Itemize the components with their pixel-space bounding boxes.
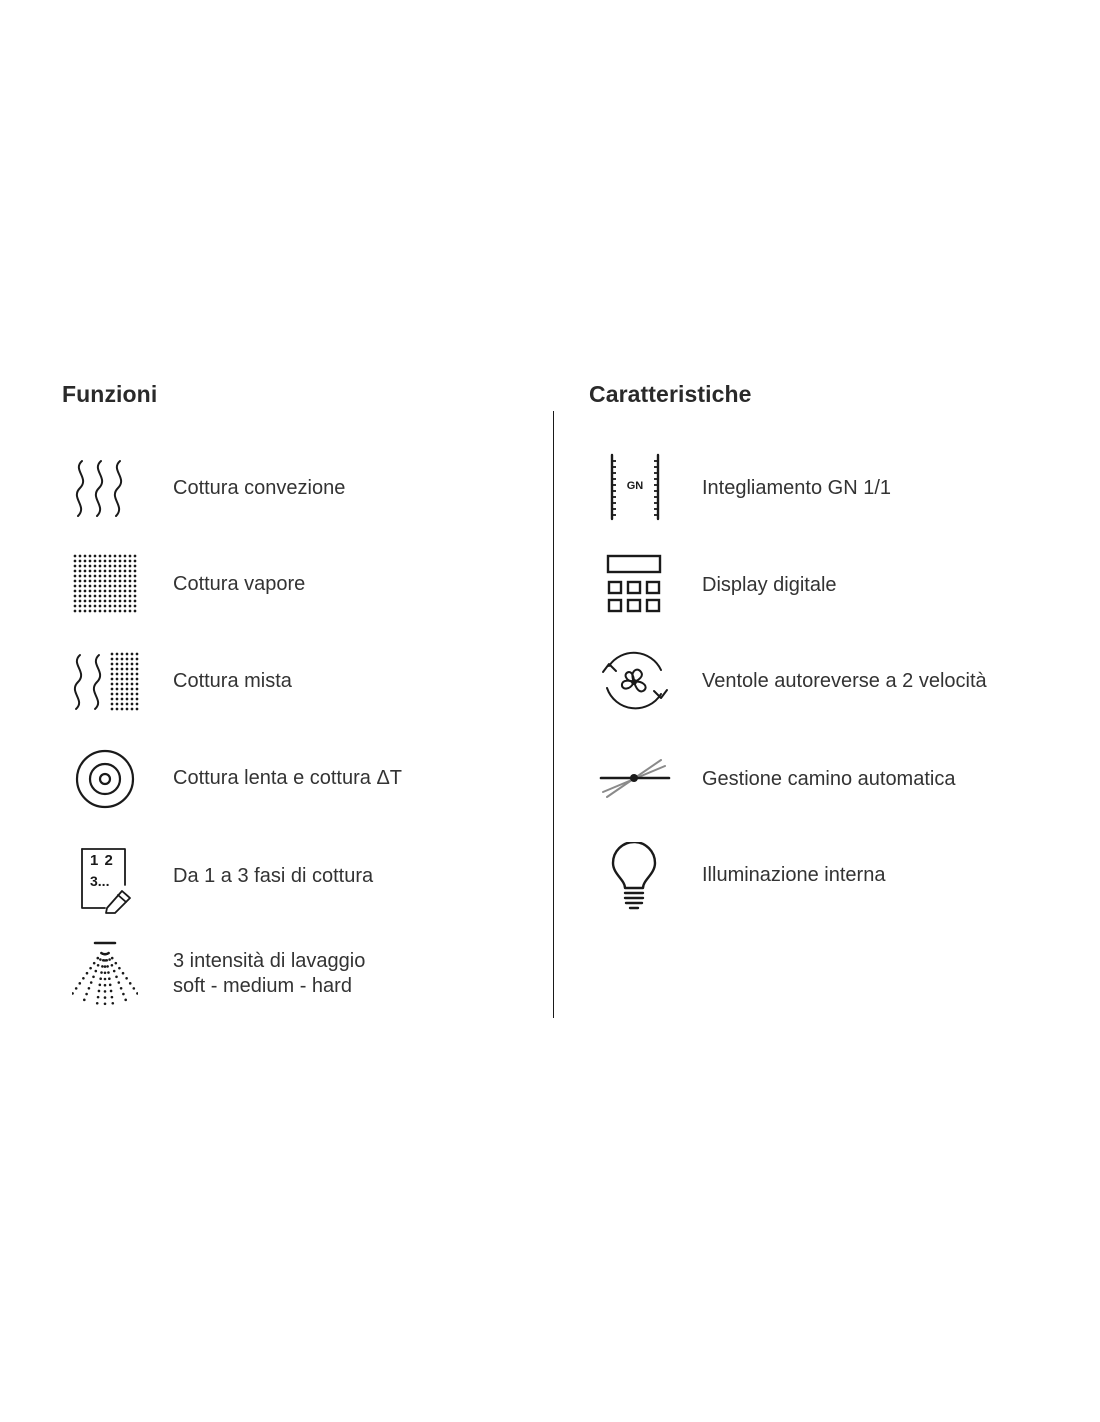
- funzioni-item-mista: Cottura mista: [173, 670, 292, 692]
- concentric-circles-icon: [74, 748, 136, 810]
- caratteristiche-item-camino: Gestione camino automatica: [702, 768, 956, 790]
- caratteristiche-heading: Caratteristiche: [589, 381, 752, 407]
- lavaggio-line-2: soft - medium - hard: [173, 975, 352, 997]
- mixed-cooking-icon: [70, 650, 140, 714]
- digital-display-icon: [604, 553, 664, 615]
- funzioni-item-vapore: Cottura vapore: [173, 573, 306, 595]
- funzioni-item-lenta: Cottura lenta e cottura ΔT: [173, 767, 403, 789]
- funzioni-item-convezione: Cottura convezione: [173, 477, 346, 499]
- steam-dots-icon: [72, 553, 138, 615]
- gn-label: GN: [626, 480, 644, 492]
- caratteristiche-item-illuminazione: Illuminazione interna: [702, 864, 886, 886]
- phase-numbers-bottom: 3...: [90, 873, 110, 889]
- chimney-damper-icon: [599, 752, 671, 804]
- light-bulb-icon: [610, 842, 658, 914]
- wash-spray-icon: [72, 940, 138, 1006]
- lavaggio-line-1: 3 intensità di lavaggio: [173, 950, 366, 972]
- reverse-fan-icon: [599, 648, 671, 716]
- caratteristiche-item-ventole: Ventole autoreverse a 2 velocità: [702, 670, 987, 692]
- caratteristiche-item-display: Display digitale: [702, 574, 837, 596]
- funzioni-item-fasi: Da 1 a 3 fasi di cottura: [173, 865, 374, 887]
- caratteristiche-item-gn: Integliamento GN 1/1: [702, 477, 891, 499]
- cooking-phases-icon: [78, 846, 134, 914]
- phase-numbers-top: 1 2: [90, 852, 114, 869]
- convection-waves-icon: [70, 458, 134, 520]
- funzioni-heading: Funzioni: [62, 381, 158, 407]
- funzioni-item-lavaggio: [173, 949, 365, 999]
- column-divider: [553, 411, 554, 1018]
- gn-tray-rack-icon: [606, 453, 664, 521]
